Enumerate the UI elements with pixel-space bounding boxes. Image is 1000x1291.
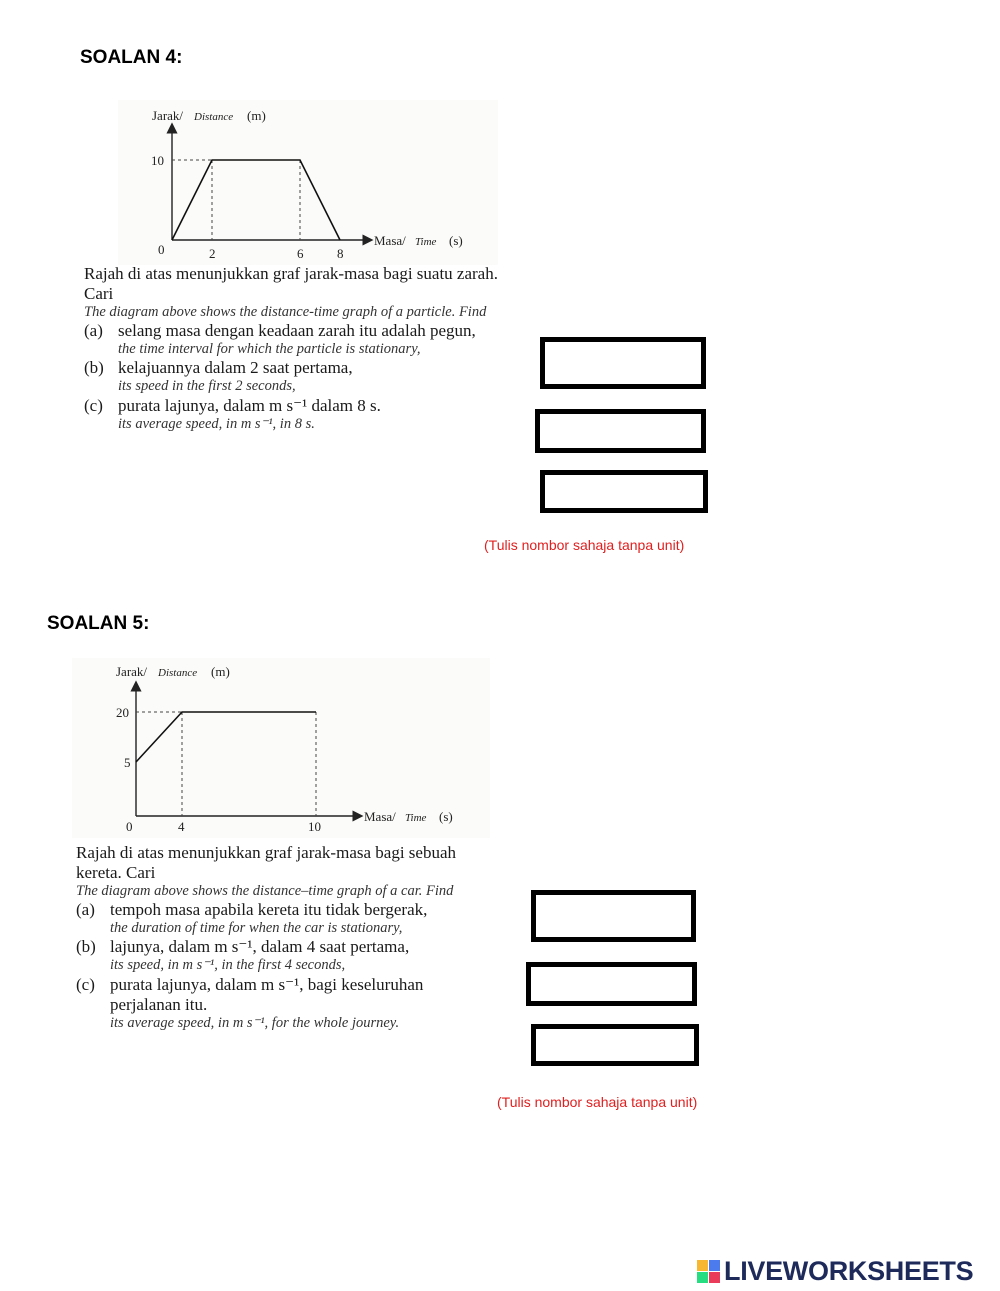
q4-xtick: 0 <box>158 242 165 257</box>
q4-xtick: 8 <box>337 246 344 261</box>
q4-part-b-label: (b) <box>84 358 104 378</box>
q5-xtick: 4 <box>178 819 185 834</box>
q5-answer-b-box[interactable] <box>526 962 697 1006</box>
q5-part-a-en: the duration of time for when the car is stationary, <box>110 920 403 937</box>
q5-part-c-label: (c) <box>76 974 95 994</box>
q5-part-c-en: its average speed, in m s⁻¹, for the whole journey. <box>110 1014 400 1031</box>
q4-answer-b-box[interactable] <box>535 409 706 453</box>
q5-xtick: 0 <box>126 819 133 834</box>
q5-part-a <box>76 900 494 937</box>
q4-part-b-en: its speed in the first 2 seconds, <box>118 378 296 395</box>
q4-part-a-label: (a) <box>84 321 103 341</box>
liveworksheets-brand <box>697 1256 973 1287</box>
q4-xlabel-main: Masa/ <box>374 233 406 248</box>
q4-part-a-en: the time interval for which the particle is stationary, <box>118 341 421 358</box>
q5-ytick: 20 <box>116 705 129 720</box>
q4-question-text <box>84 264 502 433</box>
q5-question-text <box>76 843 494 1032</box>
q4-xlabel-unit: (s) <box>449 233 463 248</box>
q5-part-c <box>76 975 494 1032</box>
q4-intro-en: The diagram above shows the distance-time graph of a particle. Find <box>84 304 487 321</box>
q5-answer-c-box[interactable] <box>531 1024 699 1066</box>
brand-text: LIVEWORKSHEETS <box>724 1256 974 1286</box>
q5-intro: Rajah di atas menunjukkan graf jarak-masa bagi sebuah kereta. Cari <box>76 843 457 883</box>
q5-ylabel-unit: (m) <box>211 664 230 679</box>
q4-ylabel-unit: (m) <box>247 108 266 123</box>
q4-ylabel-main: Jarak/ <box>152 108 184 123</box>
q4-answer-c-box[interactable] <box>540 470 708 513</box>
q4-part-a-text: selang masa dengan keadaan zarah itu adalah pegun, <box>118 321 476 341</box>
q5-answer-a-box[interactable] <box>531 890 696 942</box>
q4-xtick: 6 <box>297 246 304 261</box>
q4-part-b <box>84 358 502 395</box>
liveworksheets-logo-icon <box>697 1260 720 1283</box>
q4-part-b-text: kelajuannya dalam 2 saat pertama, <box>118 358 353 378</box>
q4-intro: Rajah di atas menunjukkan graf jarak-masa bagi suatu zarah. Cari <box>84 264 498 304</box>
q5-part-a-label: (a) <box>76 900 95 920</box>
q4-ytick: 10 <box>151 153 164 168</box>
q4-part-c-label: (c) <box>84 395 103 415</box>
q4-xtick: 2 <box>209 246 216 261</box>
q5-ylabel-it: Distance <box>158 667 198 679</box>
q4-part-a <box>84 321 502 358</box>
q4-part-c-text: purata lajunya, dalam m s⁻¹ dalam 8 s. <box>118 395 381 415</box>
q5-xlabel-unit: (s) <box>439 809 453 824</box>
q4-answer-a-box[interactable] <box>540 337 706 389</box>
q5-part-c-text: purata lajunya, dalam m s⁻¹, bagi keseluruhan perjalanan itu. <box>110 974 424 1014</box>
q5-xtick: 10 <box>308 819 321 834</box>
q4-note: (Tulis nombor sahaja tanpa unit) <box>484 537 685 553</box>
q5-part-a-text: tempoh masa apabila kereta itu tidak bergerak, <box>110 900 428 920</box>
q4-graph <box>118 100 498 265</box>
q5-graph <box>72 658 490 838</box>
q4-heading: SOALAN 4: <box>80 47 183 68</box>
q4-xlabel-it: Time <box>415 236 437 248</box>
q5-part-b <box>76 937 494 974</box>
q4-ylabel-it: Distance <box>194 111 234 123</box>
q5-heading: SOALAN 5: <box>47 613 150 634</box>
q4-part-c-en: its average speed, in m s⁻¹, in 8 s. <box>118 415 315 432</box>
q5-ylabel-main: Jarak/ <box>116 664 148 679</box>
q5-intro-en: The diagram above shows the distance–time graph of a car. Find <box>76 883 454 900</box>
q5-part-b-text: lajunya, dalam m s⁻¹, dalam 4 saat pertama, <box>110 937 410 957</box>
q5-note: (Tulis nombor sahaja tanpa unit) <box>497 1094 698 1110</box>
q5-xlabel-main: Masa/ <box>364 809 396 824</box>
q5-xlabel-it: Time <box>405 812 427 824</box>
q4-part-c <box>84 396 502 433</box>
q5-ytick: 5 <box>124 755 131 770</box>
q5-part-b-label: (b) <box>76 937 96 957</box>
q5-part-b-en: its speed, in m s⁻¹, in the first 4 seconds, <box>110 957 346 974</box>
